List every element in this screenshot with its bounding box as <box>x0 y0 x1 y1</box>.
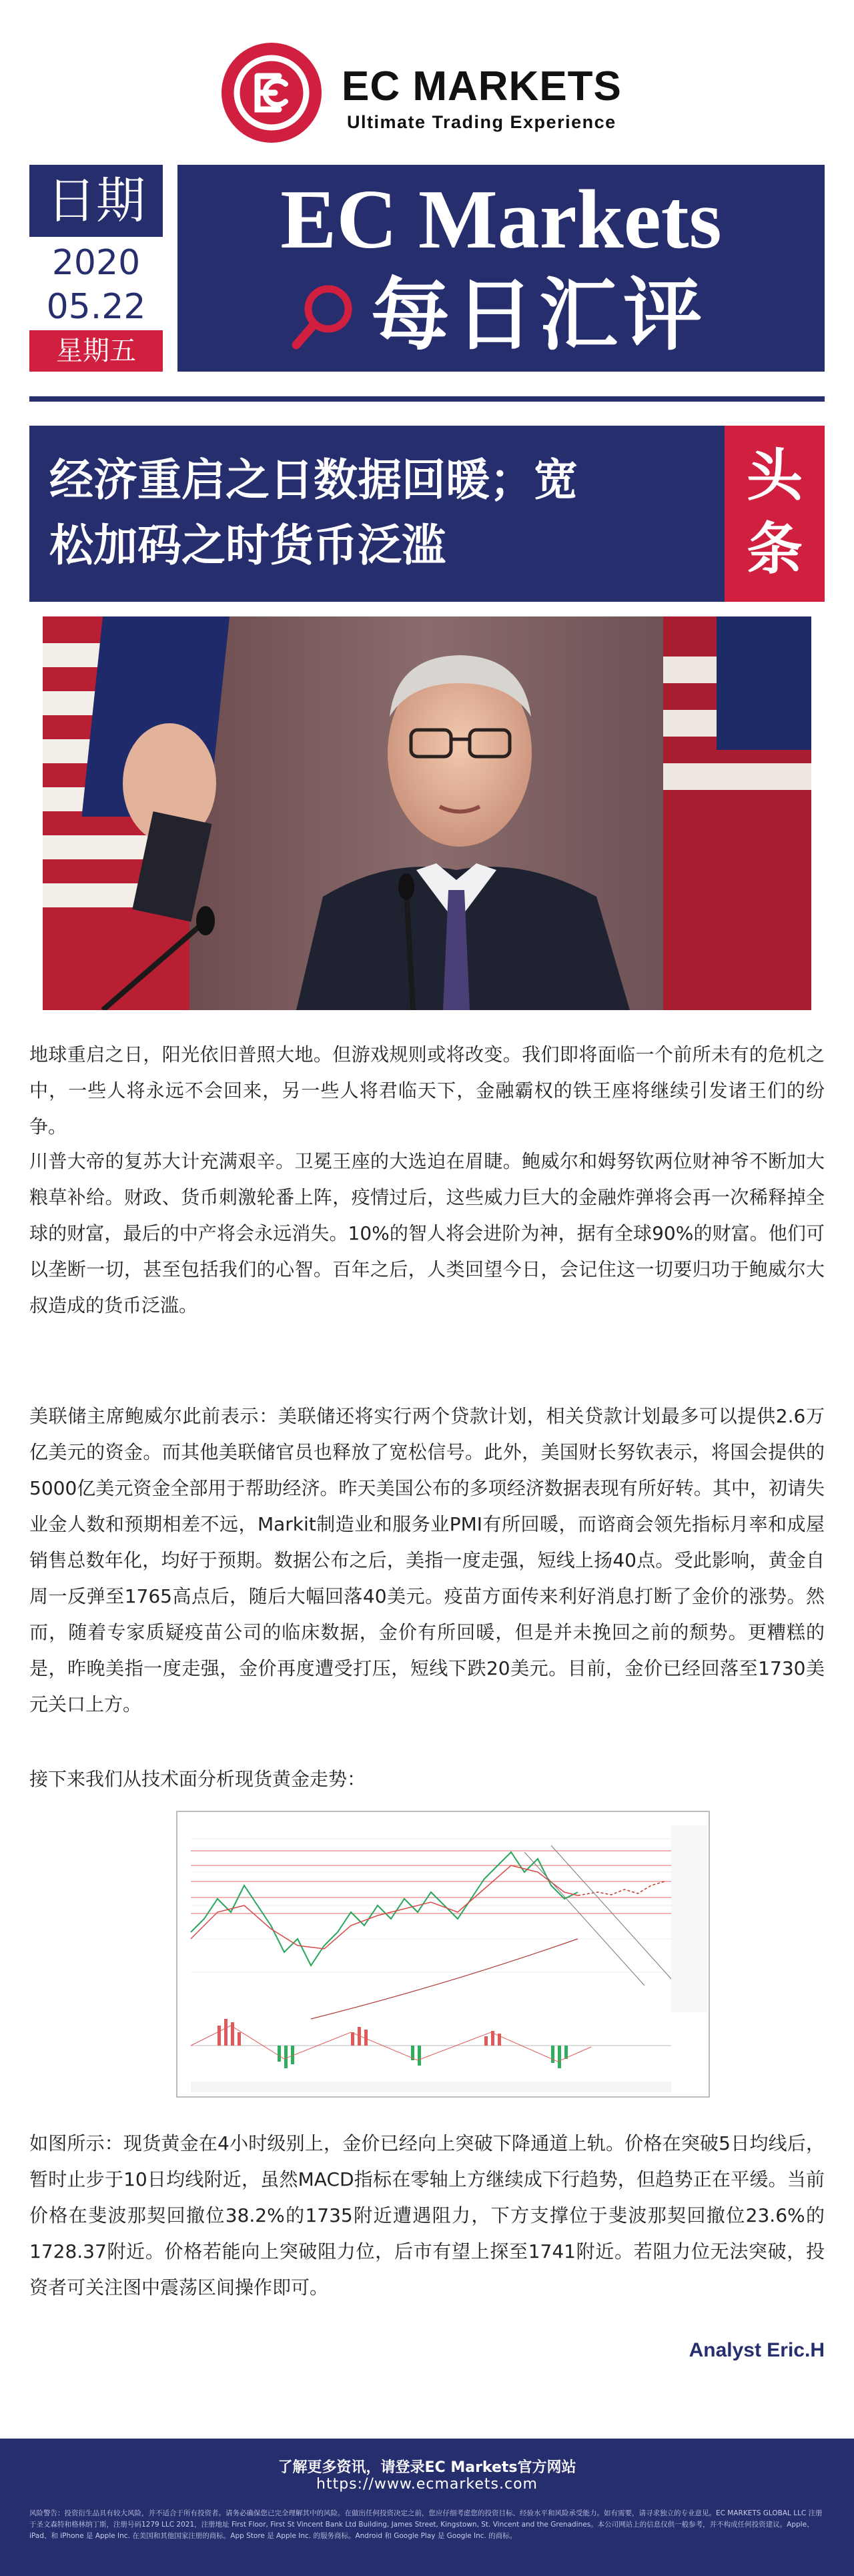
headline-tag <box>725 426 825 602</box>
ec-logo-icon <box>222 43 322 143</box>
analyst-signature: Analyst Eric.H <box>689 2339 825 2361</box>
headline-line-1: 经济重启之日数据回暖；宽 <box>49 454 578 506</box>
speaker-photo <box>43 616 811 1010</box>
title-banner <box>177 165 825 372</box>
article-paragraph-1: 地球重启之日，阳光依旧普照大地。但游戏规则或将改变。我们即将面临一个前所未有的危机之中，一些人将永远不会回来，另一些人将君临天下，金融霸权的铁王座将继续引发诸王们的纷争。 <box>29 1043 825 1138</box>
divider <box>29 396 825 402</box>
date-month-day: 05.22 <box>46 287 146 327</box>
headline-tag-line-1: 头 <box>746 443 803 508</box>
gold-technical-chart <box>176 1811 710 2098</box>
date-block <box>29 165 163 372</box>
article-paragraph-3: 美联储主席鲍威尔此前表示：美联储还将实行两个贷款计划，相关贷款计划最多可以提供2.6万亿美元的资金。而其他美联储官员也释放了宽松信号。此外，美国财长努钦表示，将国会提供的5000亿美元资金全部用于帮助经济。昨天美国公布的多项经济数据表现有所好转。其中，初请失业金人数和预期相差不远，Markit制造业和服务业PMI有所回暖，而谘商会领先指标月率和成屋销售总数年化，均好于预期。数据公布之后，美指一度走强，短线上扬40点。受此影响，黄金自周一反弹至1765高点后，随后大幅回落40美元。疫苗方面传来利好消息打断了金价的涨势。然而，随着专家质疑疫苗公司的临床数据，金价有所回暖，但是并未挽回之前的颓势。更糟糕的是，昨晚美指一度走强，金价再度遭受打压，短线下跌20美元。目前，金价已经回落至1730美元关口上方。 <box>29 1405 825 1715</box>
footer-disclaimer: 风险警告：投资衍生品具有较大风险，并不适合于所有投资者。请务必确保您已完全理解其中的风险。在做出任何投资决定之前，您应仔细考虑您的投资目标、经验水平和风险承受能力。如有需要，请寻求独立的专业意见。EC MARKETS GLOBAL LLC 注册于圣文森特和格林纳丁斯，注册号码1279 LLC 2021，注册地址 First Floor, First St Vincent Bank Ltd Building, James Street, Kingstown, St. Vincent and the Grenadines。本公司网站上的信息仅供一般参考，并不构成任何投资建议。Apple、iPad、和 iPhone 是 Apple Inc. 在美国和其他国家注册的商标。App Store 是 Apple Inc. 的服务商标。Android 和 Google Play 是 Google Inc. 的商标。 <box>29 2509 823 2540</box>
brand-name: EC MARKETS <box>342 63 622 109</box>
magnifier-icon <box>290 280 356 356</box>
headline-block <box>29 426 825 602</box>
footer-url-link[interactable]: https://www.ecmarkets.com <box>316 2476 538 2493</box>
date-label: 日期 <box>29 165 163 237</box>
footer-cta: 了解更多资讯，请登录EC Markets官方网站 <box>278 2459 576 2476</box>
title-english: EC Markets <box>280 173 722 266</box>
headline-text <box>29 426 725 602</box>
brand-logo <box>222 43 649 143</box>
article-paragraph-2: 川普大帝的复苏大计充满艰辛。卫冕王座的大选迫在眉睫。鲍威尔和姆努钦两位财神爷不断加大粮草补给。财政、货币刺激轮番上阵，疫情过后，这些威力巨大的金融炸弹将会再一次稀释掉全球的财富，最后的中产将会永远消失。10%的智人将会进阶为神，据有全球90%的财富。他们可以垄断一切，甚至包括我们的心智。百年之后，人类回望今日，会记住这一切要归功于鲍威尔大叔造成的货币泛滥。 <box>29 1150 825 1316</box>
brand-tagline: Ultimate Trading Experience <box>347 112 616 132</box>
article-paragraph-5: 如图所示：现货黄金在4小时级别上，金价已经向上突破下降通道上轨。价格在突破5日均线后，暂时止步于10日均线附近，虽然MACD指标在零轴上方继续成下行趋势，但趋势正在平缓。当前价格在斐波那契回撤位38.2%的1735附近遭遇阻力，下方支撑位于斐波那契回撤位23.6%的1728.37附近。价格若能向上突破阻力位，后市有望上探至1741附近。若阻力位无法突破，投资者可关注图中震荡区间操作即可。 <box>29 2132 825 2298</box>
headline-line-2: 松加码之时货币泛滥 <box>49 520 446 571</box>
title-chinese: 每日汇评 <box>371 269 708 361</box>
footer <box>0 2439 854 2576</box>
date-year: 2020 <box>51 243 141 283</box>
date-weekday: 星期五 <box>29 330 163 372</box>
masthead <box>29 165 825 372</box>
headline-tag-line-2: 条 <box>746 516 803 582</box>
article-paragraph-4: 接下来我们从技术面分析现货黄金走势： <box>29 1768 366 1790</box>
